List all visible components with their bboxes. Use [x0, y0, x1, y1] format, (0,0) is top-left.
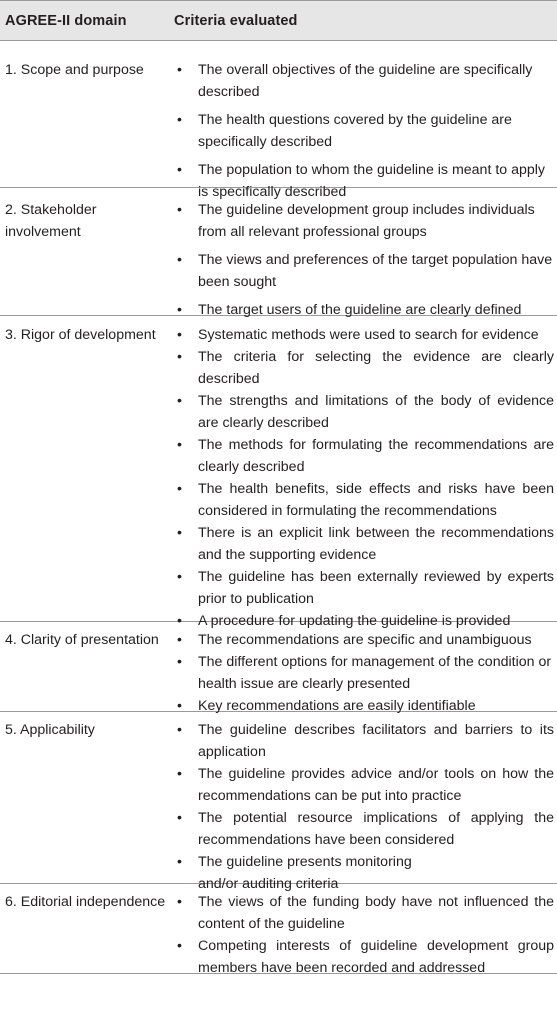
bullet-icon: • — [177, 202, 182, 218]
bullet-icon: • — [177, 854, 182, 870]
domain-cell: 2. Stakeholder involvement — [5, 202, 97, 240]
column-header-criteria: Criteria evaluated — [174, 12, 298, 29]
bullet-icon: • — [177, 349, 182, 365]
domain-cell: 4. Clarity of presentation — [5, 632, 159, 648]
bullet-icon: • — [177, 525, 182, 541]
criteria-list — [174, 629, 554, 717]
table-row — [0, 712, 557, 892]
criteria-list — [174, 719, 554, 895]
bullet-icon: • — [177, 722, 182, 738]
domain-cell: 6. Editorial independence — [5, 894, 166, 910]
criteria-list — [174, 199, 554, 321]
list-item: • The views of the funding body have not influenced the content of the guideline — [174, 891, 554, 935]
list-item: • The potential resource implications of applying the recommendations have been considered — [174, 807, 554, 851]
table-row — [0, 41, 557, 200]
column-header-domain: AGREE-II domain — [5, 12, 127, 29]
list-item: • The health benefits, side effects and risks have been considered in formulating the recommendations — [174, 478, 554, 522]
table-row — [0, 884, 557, 974]
table-row — [0, 188, 557, 316]
list-item: • The methods for formulating the recommendations are clearly described — [174, 434, 554, 478]
list-item: • A procedure for updating the guideline is provided — [174, 610, 554, 632]
bullet-icon: • — [177, 938, 182, 954]
bullet-icon: • — [177, 632, 182, 648]
list-item: • The strengths and limitations of the body of evidence are clearly described — [174, 390, 554, 434]
table-row — [0, 316, 557, 629]
bullet-icon: • — [177, 613, 182, 629]
bullet-icon: • — [177, 766, 182, 782]
list-item: • The guideline describes facilitators and barriers to its application — [174, 719, 554, 763]
bullet-icon: • — [177, 481, 182, 497]
list-item: • The health questions covered by the guideline are specifically described — [174, 109, 554, 153]
bullet-icon: • — [177, 62, 182, 78]
list-item: • The recommendations are specific and unambiguous — [174, 629, 554, 651]
bullet-icon: • — [177, 894, 182, 910]
list-item: • The overall objectives of the guideline are specifically described — [174, 59, 554, 103]
list-item: • There is an explicit link between the recommendations and the supporting evidence — [174, 522, 554, 566]
table-header — [0, 0, 557, 41]
list-item: • The guideline provides advice and/or tools on how the recommendations can be put into practice — [174, 763, 554, 807]
bullet-icon: • — [177, 302, 182, 318]
list-item: • The guideline presents monitoring and/or auditing criteria — [174, 851, 428, 895]
list-item: • The criteria for selecting the evidence are clearly described — [174, 346, 554, 390]
list-item: • The guideline has been externally reviewed by experts prior to publication — [174, 566, 554, 610]
criteria-list — [174, 891, 554, 979]
bullet-icon: • — [177, 437, 182, 453]
domain-cell: 3. Rigor of development — [5, 327, 156, 343]
criteria-list — [174, 59, 554, 203]
list-item: • The views and preferences of the target population have been sought — [174, 249, 554, 293]
bullet-icon: • — [177, 393, 182, 409]
list-item: • Key recommendations are easily identifiable — [174, 695, 554, 717]
domain-cell: 5. Applicability — [5, 722, 95, 738]
table-row — [0, 622, 557, 712]
list-item: • Systematic methods were used to search for evidence — [174, 324, 554, 346]
bullet-icon: • — [177, 162, 182, 178]
bullet-icon: • — [177, 698, 182, 714]
list-item: • The population to whom the guideline is meant to apply is specifically described — [174, 159, 554, 203]
list-item: • The guideline development group includes individuals from all relevant professional groups — [174, 199, 554, 243]
bullet-icon: • — [177, 654, 182, 670]
criteria-list — [174, 324, 554, 632]
bullet-icon: • — [177, 810, 182, 826]
bullet-icon: • — [177, 569, 182, 585]
bullet-icon: • — [177, 112, 182, 128]
list-item: • The target users of the guideline are clearly defined — [174, 299, 554, 321]
domain-cell: 1. Scope and purpose — [5, 62, 144, 78]
list-item: • The different options for management of the condition or health issue are clearly presented — [174, 651, 554, 695]
list-item: • Competing interests of guideline development group members have been recorded and addressed — [174, 935, 554, 979]
bullet-icon: • — [177, 252, 182, 268]
bullet-icon: • — [177, 327, 182, 343]
